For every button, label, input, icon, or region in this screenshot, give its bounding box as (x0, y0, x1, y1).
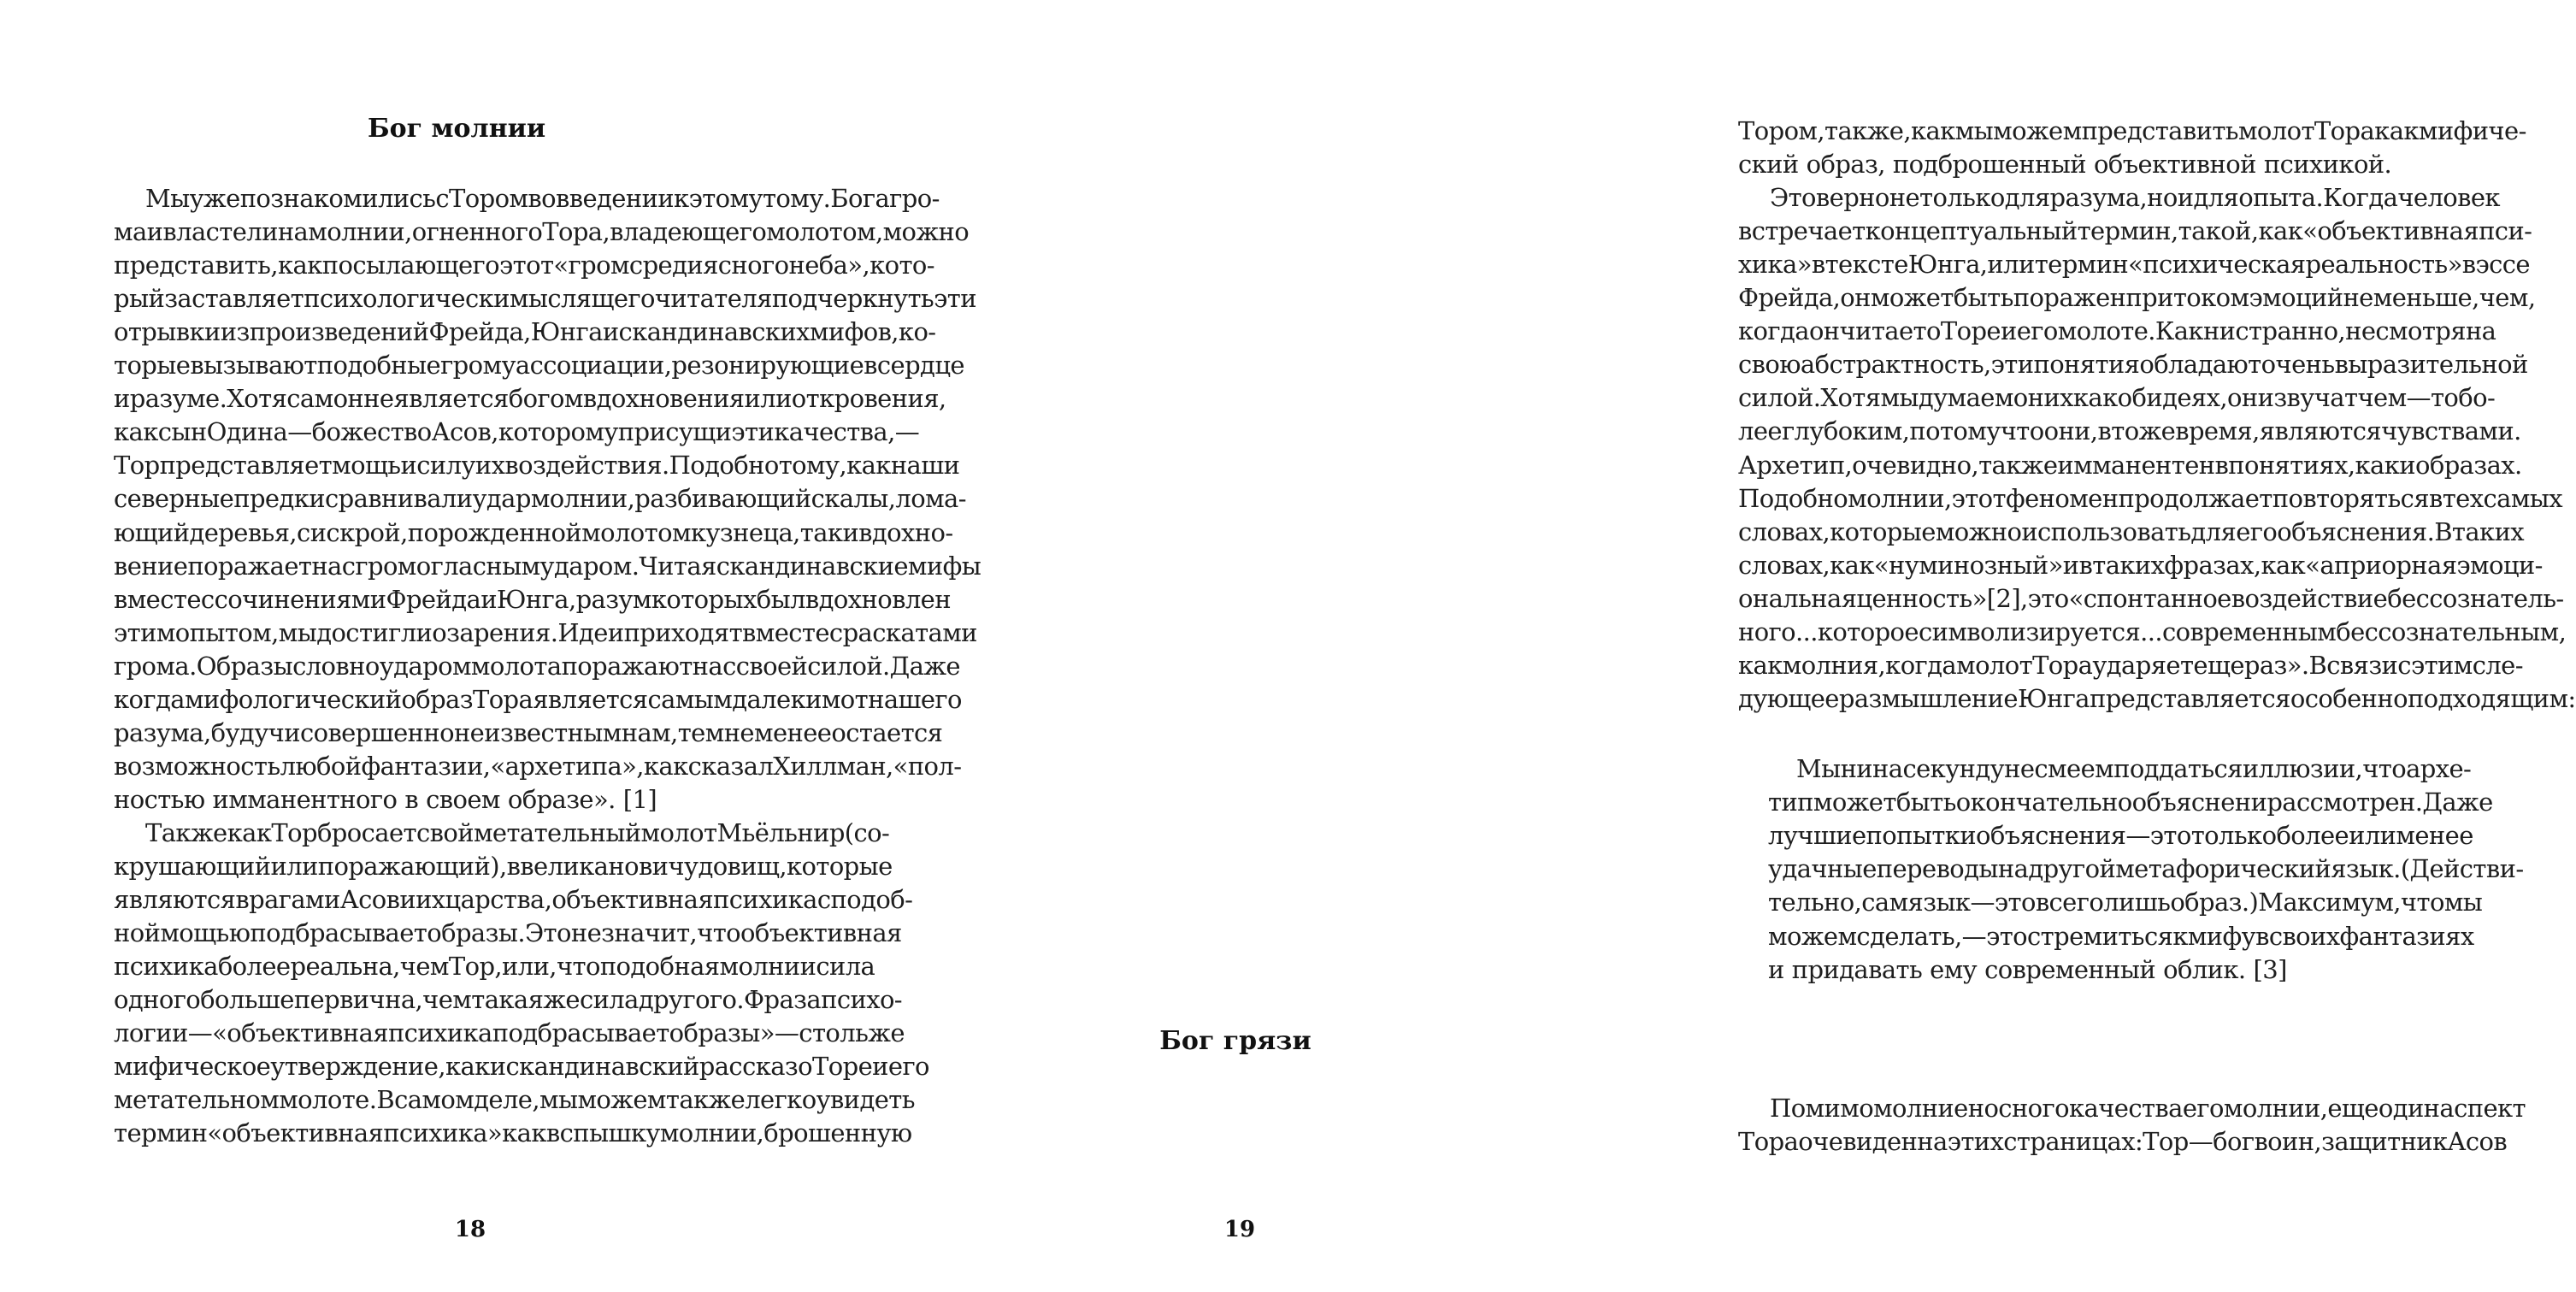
left-page (0, 0, 981, 1292)
body-text-line: как молния, когда молот Тора ударяет еще раз». В связи с этим сле- (1738, 650, 2523, 680)
body-text-line: рый заставляет психологически мыслящего читателя подчеркнуть эти (114, 284, 976, 314)
body-text-line: как сын Одина — божество Асов, которому присущи эти качества, — (114, 417, 920, 447)
body-text-line: мифическое утверждение, как и скандинавский рассказ о Торе и его (114, 1052, 929, 1082)
body-text-line: грома. Образы словно ударом молота поражают нас своей силой. Даже (114, 651, 960, 681)
body-text-line: вение поражает нас громогласным ударом. Читая скандинавские мифы (114, 551, 981, 581)
body-text-line: Фрейда, он может быть поражен притоком эмоций не меньше, чем, (1738, 283, 2536, 313)
body-text-line: Тор представляет мощь и силу их воздействия. Подобно тому, как наши (114, 451, 960, 481)
body-text-line: Подобно молнии, этот феномен продолжает повторяться в тех самых (1738, 483, 2563, 513)
body-text-line: словах, как «нуминозный» и в таких фразах, как «априорная эмоци- (1738, 550, 2543, 580)
section-heading-god-of-dirt: Бог грязи (1159, 1026, 1312, 1056)
quote-text-line: тельно, сам язык — это всего лишь образ.) Максимум, что мы (1768, 888, 2483, 917)
body-text-line: отрывки из произведений Фрейда, Юнга и скандинавских мифов, ко- (114, 317, 936, 347)
body-text-line: когда он читает о Торе и его молоте. Как ни странно, несмотря на (1738, 316, 2496, 346)
body-text-line: лее глубоким, потому что они, в то же время, являются чувствами. (1738, 416, 2521, 446)
quote-text-line: и придавать ему современный облик. [3] (1768, 954, 2287, 984)
body-text-line: термин «объективная психика» как вспышку молнии, брошенную (114, 1118, 912, 1148)
body-text-line: встречает концептуальный термин, такой, как «объективная пси- (1738, 216, 2532, 246)
body-text-line: Тором, так же, как мы можем представить молот Тора как мифиче- (1738, 116, 2526, 145)
body-text-line: северные предки сравнивали удар молнии, разбивающий скалы, лома- (114, 484, 966, 514)
body-text-line: возможность любой фантазии, «архетипа», как сказал Хиллман, «пол- (114, 751, 962, 781)
quote-text-line: можем сделать, — это стремиться к мифу в своих фантазиях (1768, 921, 2474, 951)
body-text-line: Мы уже познакомились с Тором во введении к этому тому. Бога гро- (145, 184, 940, 213)
body-text-line: ющий деревья, с искрой, порожденной молотом кузнеца, так и вдохно- (114, 517, 953, 547)
body-text-line: Тора очевиден на этих страницах: Тор — бог воин, защитник Асов (1738, 1127, 2508, 1157)
section-heading-god-of-lightning: Бог молнии (368, 114, 546, 144)
body-text-line: дующее размышление Юнга представляется особенно подходящим: (1738, 683, 2576, 713)
page-number-right: 19 (1223, 1217, 1256, 1242)
body-text-line: метательном молоте. В самом деле, мы можем так же легко увидеть (114, 1085, 915, 1115)
body-text-line: психика более реальна, чем Тор, или, что подобная молнии сила (114, 952, 875, 982)
body-text-line: Архетип, очевидно, так же имманентен в понятиях, как и образах. (1738, 450, 2522, 480)
body-text-line: ного... которое символизируется... современным бессознательным, (1738, 617, 2567, 646)
body-text-line: Это верно не только для разума, но и для опыта. Когда человек (1770, 183, 2500, 213)
body-text-line: разума, будучи совершенно неизвестным нам, тем не менее остается (114, 717, 943, 747)
quote-text-line: Мы ни на секунду не смеем поддаться иллюзии, что архе- (1796, 754, 2472, 783)
body-text-line: ностью имманентного в своем образе». [1] (114, 784, 657, 814)
body-text-line: являются врагами Асов и их царства, объективная психика с подоб- (114, 885, 913, 915)
quote-text-line: удачные переводы на другой метафорический язык. (Действи- (1768, 854, 2524, 884)
body-text-line: вместе с сочинениями Фрейда и Юнга, разум которых был вдохновлен (114, 584, 951, 614)
body-text-line: одного больше первична, чем такая же сила другого. Фраза психо- (114, 985, 903, 1015)
body-text-line: когда мифологический образ Тора является самым далеким от нашего (114, 684, 962, 714)
body-text-line: торые вызывают подобные грому ассоциации, резонирующие в сердце (114, 351, 964, 381)
body-text-line: ональная ценность» [2], это «спонтанное воздействие бессознатель- (1738, 583, 2564, 613)
body-text-line: и разуме. Хотя сам он не является богом вдохновения или откровения, (114, 384, 946, 414)
body-text-line: Так же как Тор бросает свой метательный молот Мьёльнир (со- (145, 817, 890, 847)
body-text-line: крушающий или поражающий), в великанов и чудовищ, которые (114, 852, 893, 881)
body-text-line: ма и властелина молнии, огненного Тора, владеющего молотом, можно (114, 217, 970, 247)
body-text-line: представить, как посылающего этот «гром среди ясного неба», кото- (114, 251, 934, 280)
quote-text-line: тип может быть окончательно объяснен и рассмотрен. Даже (1768, 788, 2493, 817)
body-text-line: словах, которые можно использовать для его объяснения. В таких (1738, 516, 2525, 546)
body-text-line: силой. Хотя мы думаем о них как об идеях, они звучат чем —то бо- (1738, 383, 2496, 413)
body-text-line: ной мощью подбрасывает образы. Это не значит, что объективная (114, 918, 902, 948)
quote-text-line: лучшие попытки объяснения — это только более или менее (1768, 821, 2473, 851)
body-text-line: Помимо молниеносного качества его молнии, еще один аспект (1770, 1094, 2526, 1123)
body-text-line: хика» в тексте Юнга, или термин «психическая реальность» в эссе (1738, 250, 2530, 280)
page-number-left: 18 (454, 1217, 486, 1242)
body-text-line: логии — «объективная психика подбрасывает образы» — столь же (114, 1018, 905, 1048)
body-text-line: этим опытом, мы достигли озарения. Идеи приходят вместе с раскатами (114, 617, 977, 647)
body-text-line: свою абстрактность, эти понятия обладают очень выразительной (1738, 350, 2528, 380)
body-text-line: ский образ, подброшенный объективной психикой. (1738, 150, 2392, 180)
right-page (855, 0, 2576, 1292)
